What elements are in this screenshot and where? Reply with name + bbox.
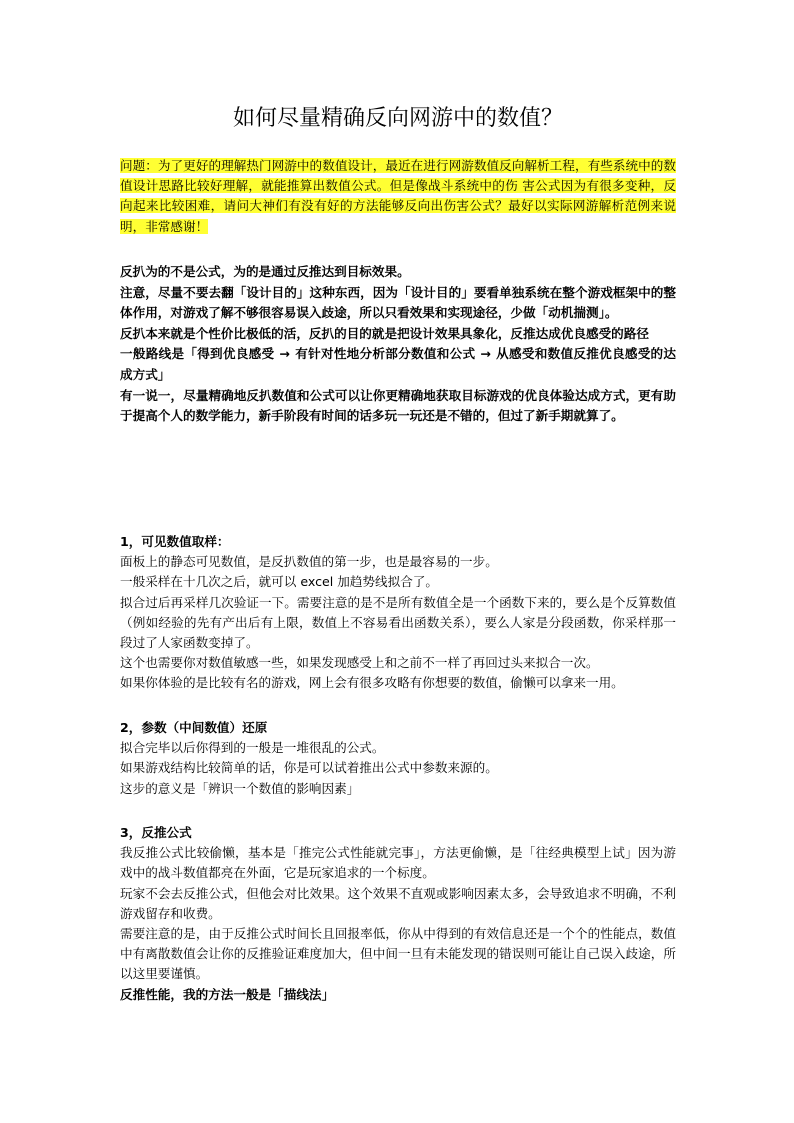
section-1 bbox=[120, 532, 676, 694]
route-step-1: 一般路线是「得到优良感受 bbox=[120, 346, 275, 362]
section-3-line: 我反推公式比较偷懒，基本是「推完公式性能就完事」，方法更偷懒，是「往经典模型上试」因为游戏中的战斗数值都亮在外面，它是玩家追求的一个标度。 bbox=[120, 845, 676, 881]
intro-paragraph-1: 反扒为的不是公式，为的是通过反推达到目标效果。 bbox=[120, 264, 410, 279]
section-2-line: 这步的意义是「辨识一个数值的影响因素」 bbox=[120, 780, 360, 796]
intro-paragraph-4 bbox=[120, 344, 676, 385]
section-3-line: 玩家不会去反推公式，但他会对比效果。这个效果不直观或影响因素太多，会导致追求不明确，不利游戏留存和收费。 bbox=[120, 885, 676, 921]
route-step-3: 从感受和数值反推优良感受的达成方式」 bbox=[120, 346, 677, 382]
section-2-heading: 2，参数（中间数值）还原 bbox=[120, 720, 268, 735]
section-2 bbox=[120, 718, 676, 799]
section-2-line: 拟合完毕以后你得到的一般是一堆很乱的公式。 bbox=[120, 740, 385, 756]
section-3-line: 需要注意的是，由于反推公式时间长且回报率低，你从中得到的有效信息还是一个个的性能点，数值中有离散数值会让你的反推验证难度加大，但中间一旦有未能发现的错误则可能让自己误入歧途，所以这里要谨慎。 bbox=[120, 926, 676, 982]
section-2-line: 如果游戏结构比较简单的话，你是可以试着推出公式中参数来源的。 bbox=[120, 760, 498, 776]
section-1-line: 拟合过后再采样几次验证一下。需要注意的是不是所有数值全是一个函数下来的，要么是个反算数值（例如经验的先有产出后有上限，数值上不容易看出函数关系），要么人家是分段函数，你采样那一段过了人家函数变掉了。 bbox=[120, 594, 676, 651]
section-1-heading: 1，可见数值取样： bbox=[120, 534, 230, 549]
route-step-2: 有针对性地分析部分数值和公式 bbox=[294, 346, 476, 362]
question-block bbox=[120, 156, 676, 237]
section-1-line: 这个也需要你对数值敏感一些，如果发现感受上和之前不一样了再回过头来拟合一次。 bbox=[120, 655, 599, 671]
section-1-line: 面板上的静态可见数值，是反扒数值的第一步，也是最容易的一步。 bbox=[120, 554, 498, 570]
page-title: 如何尽量精确反向网游中的数值？ bbox=[232, 106, 563, 131]
intro-paragraph-3: 反扒本来就是个性价比极低的活，反扒的目的就是把设计效果具象化，反推达成优良感受的路径 bbox=[120, 325, 649, 341]
section-3-closing: 反推性能，我的方法一般是「描线法」 bbox=[120, 986, 335, 1002]
arrow-right-icon: → bbox=[480, 346, 491, 362]
question-highlight: 问题：为了更好的理解热门网游中的数值设计，最近在进行网游数值反向解析工程，有些系统中的数值设计思路比较好理解，就能推算出数值公式。但是像战斗系统中的伤 害公式因为有很多变种，反向起来比较困难，请问大神们有没有好的方法能够反向出伤害公式？最好以实际网游解析范例来说明，非常感谢！ bbox=[120, 158, 676, 234]
section-1-line: 如果你体验的是比较有名的游戏，网上会有很多攻略有你想要的数值，偷懒可以拿来一用。 bbox=[120, 675, 624, 691]
section-1-line: 一般采样在十几次之后，就可以 excel 加趋势线拟合了。 bbox=[120, 574, 438, 590]
intro-section bbox=[120, 262, 676, 427]
section-3 bbox=[120, 823, 676, 1005]
section-3-heading: 3，反推公式 bbox=[120, 825, 192, 840]
intro-paragraph-2: 注意，尽量不要去翻「设计目的」这种东西，因为「设计目的」要看单独系统在整个游戏框架中的整体作用，对游戏了解不够很容易误入歧途，所以只看效果和实现途径，少做「动机揣测」。 bbox=[120, 284, 676, 321]
intro-paragraph-5: 有一说一，尽量精确地反扒数值和公式可以让你更精确地获取目标游戏的优良体验达成方式，更有助于提高个人的数学能力，新手阶段有时间的话多玩一玩还是不错的，但过了新手期就算了。 bbox=[120, 387, 676, 424]
arrow-right-icon: → bbox=[279, 346, 290, 362]
